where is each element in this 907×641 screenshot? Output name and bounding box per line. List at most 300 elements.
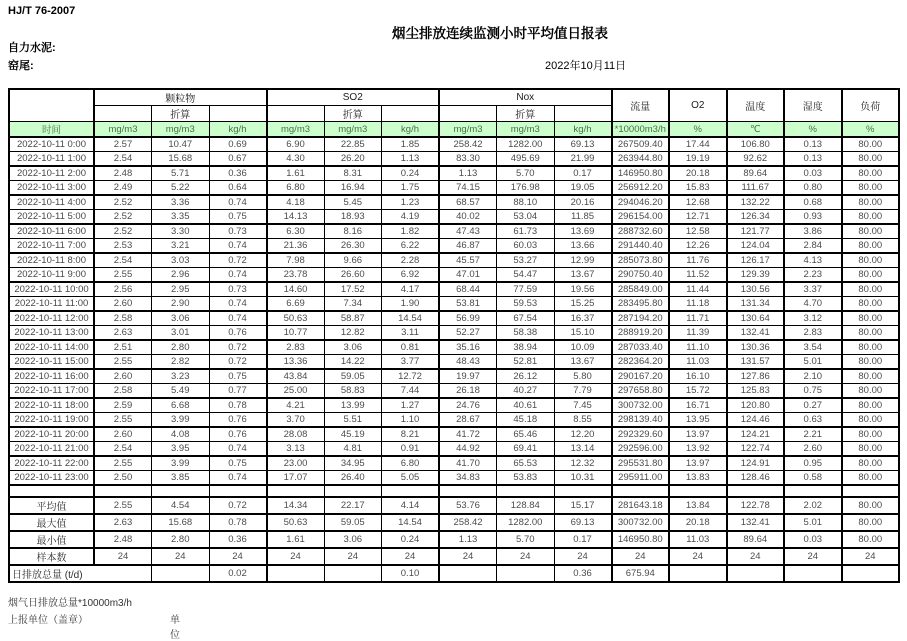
value-cell: 1.27 — [382, 398, 440, 413]
value-cell: 5.05 — [382, 471, 440, 486]
value-cell: 2.60 — [94, 297, 152, 312]
table-row — [9, 152, 899, 167]
value-cell: 19.19 — [669, 152, 727, 167]
value-cell: 11.03 — [669, 355, 727, 370]
summary-value-cell: 675.94 — [612, 565, 670, 582]
value-cell: 300732.00 — [612, 398, 670, 413]
value-cell: 130.56 — [727, 282, 785, 297]
value-cell: 0.27 — [784, 398, 842, 413]
value-cell: 287194.20 — [612, 311, 670, 326]
time-cell: 2022-10-11 11:00 — [9, 297, 94, 312]
blank-cell — [497, 485, 555, 497]
summary-value-cell — [669, 565, 727, 582]
value-cell: 7.34 — [324, 297, 382, 312]
value-cell: 58.38 — [497, 326, 555, 341]
value-cell: 12.99 — [554, 253, 612, 268]
summary-value-cell: 0.10 — [382, 565, 440, 582]
value-cell: 17.07 — [267, 471, 325, 486]
summary-value-cell: 24 — [554, 548, 612, 565]
summary-value-cell: 50.63 — [267, 514, 325, 531]
value-cell: 122.74 — [727, 442, 785, 457]
value-cell: 0.75 — [209, 456, 267, 471]
time-cell: 2022-10-11 9:00 — [9, 268, 94, 283]
value-cell: 80.00 — [842, 398, 900, 413]
value-cell: 1.82 — [382, 224, 440, 239]
summary-value-cell: 24 — [439, 548, 497, 565]
unit-cell: mg/m3 — [439, 122, 497, 138]
value-cell: 40.27 — [497, 384, 555, 399]
value-cell: 2.54 — [94, 152, 152, 167]
value-cell: 4.19 — [382, 210, 440, 225]
value-cell: 130.36 — [727, 340, 785, 355]
value-cell: 28.08 — [267, 427, 325, 442]
value-cell: 6.68 — [152, 398, 210, 413]
value-cell: 11.71 — [669, 311, 727, 326]
value-cell: 7.45 — [554, 398, 612, 413]
time-cell: 2022-10-11 5:00 — [9, 210, 94, 225]
value-cell: 3.23 — [152, 369, 210, 384]
summary-value-cell: 69.13 — [554, 514, 612, 531]
value-cell: 3.13 — [267, 442, 325, 457]
value-cell: 53.81 — [439, 297, 497, 312]
value-cell: 5.70 — [497, 166, 555, 181]
value-cell: 15.68 — [152, 152, 210, 167]
value-cell: 0.75 — [209, 210, 267, 225]
value-cell: 12.20 — [554, 427, 612, 442]
table-row — [9, 355, 899, 370]
unit-cell: kg/h — [382, 122, 440, 138]
summary-value-cell: 3.06 — [324, 531, 382, 548]
value-cell: 13.14 — [554, 442, 612, 457]
value-cell: 7.79 — [554, 384, 612, 399]
summary-value-cell: 300732.00 — [612, 514, 670, 531]
value-cell: 6.22 — [382, 239, 440, 254]
value-cell: 12.71 — [669, 210, 727, 225]
value-cell: 54.47 — [497, 268, 555, 283]
time-cell: 2022-10-11 15:00 — [9, 355, 94, 370]
value-cell: 0.78 — [209, 398, 267, 413]
value-cell: 120.80 — [727, 398, 785, 413]
table-row — [9, 239, 899, 254]
value-cell: 4.08 — [152, 427, 210, 442]
summary-value-cell: 80.00 — [842, 531, 900, 548]
value-cell: 92.62 — [727, 152, 785, 167]
summary-value-cell: 132.41 — [727, 514, 785, 531]
value-cell: 53.04 — [497, 210, 555, 225]
value-cell: 53.83 — [497, 471, 555, 486]
value-cell: 47.43 — [439, 224, 497, 239]
value-cell: 0.76 — [209, 413, 267, 428]
value-cell: 2.48 — [94, 166, 152, 181]
table-row — [9, 268, 899, 283]
value-cell: 2.56 — [94, 282, 152, 297]
summary-value-cell: 0.72 — [209, 497, 267, 514]
unit-cell: kg/h — [209, 122, 267, 138]
value-cell: 5.49 — [152, 384, 210, 399]
blank-cell — [267, 106, 325, 122]
time-cell: 2022-10-11 3:00 — [9, 181, 94, 196]
value-cell: 4.21 — [267, 398, 325, 413]
value-cell: 2.58 — [94, 311, 152, 326]
value-cell: 80.00 — [842, 297, 900, 312]
blank-cell — [554, 106, 612, 122]
value-cell: 80.00 — [842, 326, 900, 341]
time-cell: 2022-10-11 23:00 — [9, 471, 94, 486]
value-cell: 35.16 — [439, 340, 497, 355]
value-cell: 11.52 — [669, 268, 727, 283]
value-cell: 124.04 — [727, 239, 785, 254]
summary-label-cell: 最大值 — [9, 514, 94, 531]
value-cell: 17.44 — [669, 137, 727, 152]
table-row — [9, 195, 899, 210]
blank-cell — [784, 485, 842, 497]
value-cell: 0.36 — [209, 166, 267, 181]
value-cell: 14.54 — [382, 311, 440, 326]
value-cell: 2.49 — [94, 181, 152, 196]
value-cell: 41.70 — [439, 456, 497, 471]
blank-cell — [152, 485, 210, 497]
unit-cell: % — [784, 122, 842, 138]
summary-value-cell: 24 — [267, 548, 325, 565]
value-cell: 13.69 — [554, 224, 612, 239]
summary-value-cell: 0.78 — [209, 514, 267, 531]
value-cell: 124.21 — [727, 427, 785, 442]
value-cell: 7.44 — [382, 384, 440, 399]
value-cell: 80.00 — [842, 384, 900, 399]
table-row — [9, 471, 899, 486]
value-cell: 14.22 — [324, 355, 382, 370]
converted-label: 折算 — [152, 106, 210, 122]
value-cell: 4.81 — [324, 442, 382, 457]
value-cell: 2.52 — [94, 210, 152, 225]
value-cell: 2.58 — [94, 384, 152, 399]
summary-value-cell: 24 — [209, 548, 267, 565]
value-cell: 10.31 — [554, 471, 612, 486]
value-cell: 13.92 — [669, 442, 727, 457]
summary-label-cell: 最小值 — [9, 531, 94, 548]
summary-value-cell — [324, 565, 382, 582]
summary-value-cell: 2.02 — [784, 497, 842, 514]
blank-cell — [612, 485, 670, 497]
value-cell: 295911.00 — [612, 471, 670, 486]
value-cell: 290750.40 — [612, 268, 670, 283]
value-cell: 22.85 — [324, 137, 382, 152]
value-cell: 45.57 — [439, 253, 497, 268]
table-row — [9, 456, 899, 471]
value-cell: 44.92 — [439, 442, 497, 457]
summary-value-cell: 0.36 — [209, 531, 267, 548]
value-cell: 80.00 — [842, 456, 900, 471]
value-cell: 291440.40 — [612, 239, 670, 254]
table-row — [9, 210, 899, 225]
summary-value-cell: 2.80 — [152, 531, 210, 548]
value-cell: 13.97 — [669, 456, 727, 471]
unit-cell: mg/m3 — [152, 122, 210, 138]
value-cell: 6.92 — [382, 268, 440, 283]
value-cell: 59.53 — [497, 297, 555, 312]
value-cell: 495.69 — [497, 152, 555, 167]
value-cell: 2.23 — [784, 268, 842, 283]
blank-cell — [554, 485, 612, 497]
value-cell: 2.80 — [152, 340, 210, 355]
value-cell: 80.00 — [842, 195, 900, 210]
column-load: 负荷 — [842, 89, 900, 122]
value-cell: 4.30 — [267, 152, 325, 167]
value-cell: 111.67 — [727, 181, 785, 196]
value-cell: 47.01 — [439, 268, 497, 283]
value-cell: 0.74 — [209, 311, 267, 326]
value-cell: 52.27 — [439, 326, 497, 341]
value-cell: 146950.80 — [612, 166, 670, 181]
value-cell: 19.05 — [554, 181, 612, 196]
value-cell: 132.41 — [727, 326, 785, 341]
value-cell: 14.13 — [267, 210, 325, 225]
value-cell: 13.97 — [669, 427, 727, 442]
value-cell: 12.32 — [554, 456, 612, 471]
value-cell: 24.76 — [439, 398, 497, 413]
time-column-header: 时间 — [9, 122, 94, 138]
header-group-row — [9, 89, 899, 106]
value-cell: 80.00 — [842, 427, 900, 442]
value-cell: 2.10 — [784, 369, 842, 384]
value-cell: 16.94 — [324, 181, 382, 196]
unit-cell: % — [842, 122, 900, 138]
value-cell: 18.93 — [324, 210, 382, 225]
value-cell: 26.20 — [324, 152, 382, 167]
value-cell: 2.51 — [94, 340, 152, 355]
value-cell: 13.83 — [669, 471, 727, 486]
value-cell: 128.46 — [727, 471, 785, 486]
value-cell: 2.83 — [267, 340, 325, 355]
value-cell: 0.63 — [784, 413, 842, 428]
time-cell: 2022-10-11 0:00 — [9, 137, 94, 152]
value-cell: 23.78 — [267, 268, 325, 283]
value-cell: 0.24 — [382, 166, 440, 181]
value-cell: 0.58 — [784, 471, 842, 486]
value-cell: 2.52 — [94, 224, 152, 239]
summary-value-cell: 0.17 — [554, 531, 612, 548]
summary-value-cell: 122.78 — [727, 497, 785, 514]
value-cell: 256912.20 — [612, 181, 670, 196]
summary-label-cell: 日排放总量 (t/d) — [9, 565, 152, 582]
converted-label: 折算 — [324, 106, 382, 122]
value-cell: 1.85 — [382, 137, 440, 152]
value-cell: 34.83 — [439, 471, 497, 486]
summary-value-cell: 22.17 — [324, 497, 382, 514]
report-date: 2022年10月11日 — [545, 60, 627, 72]
value-cell: 15.72 — [669, 384, 727, 399]
summary-value-cell: 14.54 — [382, 514, 440, 531]
value-cell: 2.53 — [94, 239, 152, 254]
summary-value-cell: 146950.80 — [612, 531, 670, 548]
value-cell: 296154.00 — [612, 210, 670, 225]
time-cell: 2022-10-11 13:00 — [9, 326, 94, 341]
value-cell: 130.64 — [727, 311, 785, 326]
value-cell: 2.63 — [94, 326, 152, 341]
value-cell: 5.22 — [152, 181, 210, 196]
summary-value-cell: 0.36 — [554, 565, 612, 582]
value-cell: 3.37 — [784, 282, 842, 297]
report-footer — [8, 611, 180, 641]
value-cell: 1.10 — [382, 413, 440, 428]
value-cell: 19.97 — [439, 369, 497, 384]
value-cell: 0.73 — [209, 224, 267, 239]
value-cell: 83.30 — [439, 152, 497, 167]
value-cell: 59.05 — [324, 369, 382, 384]
value-cell: 4.70 — [784, 297, 842, 312]
value-cell: 0.80 — [784, 181, 842, 196]
value-cell: 69.41 — [497, 442, 555, 457]
value-cell: 3.35 — [152, 210, 210, 225]
time-cell: 2022-10-11 17:00 — [9, 384, 94, 399]
time-header-spacer — [9, 89, 94, 122]
value-cell: 80.00 — [842, 442, 900, 457]
summary-value-cell: 24 — [152, 548, 210, 565]
value-cell: 41.72 — [439, 427, 497, 442]
value-cell: 58.83 — [324, 384, 382, 399]
value-cell: 3.03 — [152, 253, 210, 268]
value-cell: 65.46 — [497, 427, 555, 442]
site-label: 窑尾: — [8, 60, 34, 72]
value-cell: 26.60 — [324, 268, 382, 283]
column-o2: O2 — [669, 89, 727, 122]
value-cell: 77.59 — [497, 282, 555, 297]
table-row — [9, 297, 899, 312]
value-cell: 10.47 — [152, 137, 210, 152]
value-cell: 80.00 — [842, 152, 900, 167]
value-cell: 13.67 — [554, 355, 612, 370]
value-cell: 0.03 — [784, 166, 842, 181]
value-cell: 8.55 — [554, 413, 612, 428]
summary-row — [9, 497, 899, 514]
summary-value-cell: 281643.18 — [612, 497, 670, 514]
value-cell: 2.55 — [94, 413, 152, 428]
value-cell: 2.60 — [94, 369, 152, 384]
value-cell: 89.64 — [727, 166, 785, 181]
table-row — [9, 326, 899, 341]
value-cell: 80.00 — [842, 311, 900, 326]
value-cell: 2.84 — [784, 239, 842, 254]
value-cell: 2.54 — [94, 253, 152, 268]
value-cell: 0.74 — [209, 297, 267, 312]
value-cell: 298139.40 — [612, 413, 670, 428]
summary-row — [9, 565, 899, 582]
table-row — [9, 181, 899, 196]
blank-cell — [94, 106, 152, 122]
value-cell: 88.10 — [497, 195, 555, 210]
time-cell: 2022-10-11 12:00 — [9, 311, 94, 326]
summary-value-cell — [497, 565, 555, 582]
summary-value-cell: 24 — [842, 548, 900, 565]
unit-cell: mg/m3 — [324, 122, 382, 138]
blank-cell — [439, 485, 497, 497]
value-cell: 34.95 — [324, 456, 382, 471]
blank-cell — [9, 485, 94, 497]
value-cell: 0.77 — [209, 384, 267, 399]
value-cell: 3.95 — [152, 442, 210, 457]
blank-cell — [324, 485, 382, 497]
value-cell: 16.71 — [669, 398, 727, 413]
table-row — [9, 137, 899, 152]
value-cell: 26.30 — [324, 239, 382, 254]
time-cell: 2022-10-11 6:00 — [9, 224, 94, 239]
value-cell: 297658.80 — [612, 384, 670, 399]
value-cell: 2.50 — [94, 471, 152, 486]
value-cell: 13.66 — [554, 239, 612, 254]
value-cell: 20.18 — [669, 166, 727, 181]
value-cell: 125.83 — [727, 384, 785, 399]
value-cell: 5.80 — [554, 369, 612, 384]
table-body — [9, 137, 899, 582]
value-cell: 0.72 — [209, 355, 267, 370]
value-cell: 43.84 — [267, 369, 325, 384]
value-cell: 267509.40 — [612, 137, 670, 152]
value-cell: 15.25 — [554, 297, 612, 312]
summary-value-cell: 4.14 — [382, 497, 440, 514]
summary-value-cell — [784, 565, 842, 582]
summary-value-cell: 258.42 — [439, 514, 497, 531]
value-cell: 176.98 — [497, 181, 555, 196]
summary-value-cell — [267, 565, 325, 582]
unit-cell: kg/h — [554, 122, 612, 138]
value-cell: 11.10 — [669, 340, 727, 355]
value-cell: 20.16 — [554, 195, 612, 210]
report-unit-label: 上报单位（盖章） — [8, 615, 88, 626]
table-row — [9, 282, 899, 297]
unit-cell: ℃ — [727, 122, 785, 138]
value-cell: 2.57 — [94, 137, 152, 152]
summary-value-cell: 14.34 — [267, 497, 325, 514]
value-cell: 0.74 — [209, 239, 267, 254]
value-cell: 121.77 — [727, 224, 785, 239]
value-cell: 80.00 — [842, 181, 900, 196]
value-cell: 50.63 — [267, 311, 325, 326]
value-cell: 132.22 — [727, 195, 785, 210]
table-header — [9, 89, 899, 137]
value-cell: 26.18 — [439, 384, 497, 399]
summary-value-cell: 2.63 — [94, 514, 152, 531]
value-cell: 16.10 — [669, 369, 727, 384]
value-cell: 21.99 — [554, 152, 612, 167]
value-cell: 19.56 — [554, 282, 612, 297]
company-label: 自力水泥: — [8, 42, 56, 54]
standard-code: HJ/T 76-2007 — [8, 5, 76, 17]
value-cell: 3.70 — [267, 413, 325, 428]
table-row — [9, 166, 899, 181]
value-cell: 7.98 — [267, 253, 325, 268]
value-cell: 6.80 — [267, 181, 325, 196]
value-cell: 0.93 — [784, 210, 842, 225]
value-cell: 74.15 — [439, 181, 497, 196]
value-cell: 3.54 — [784, 340, 842, 355]
value-cell: 11.39 — [669, 326, 727, 341]
value-cell: 65.53 — [497, 456, 555, 471]
value-cell: 0.72 — [209, 340, 267, 355]
value-cell: 4.13 — [784, 253, 842, 268]
blank-cell — [669, 485, 727, 497]
summary-value-cell: 24 — [727, 548, 785, 565]
value-cell: 3.85 — [152, 471, 210, 486]
summary-value-cell: 24 — [784, 548, 842, 565]
value-cell: 283495.80 — [612, 297, 670, 312]
value-cell: 0.68 — [784, 195, 842, 210]
time-cell: 2022-10-11 4:00 — [9, 195, 94, 210]
value-cell: 53.27 — [497, 253, 555, 268]
page-title: 烟尘排放连续监测小时平均值日报表 — [392, 26, 608, 41]
value-cell: 0.75 — [784, 384, 842, 399]
summary-value-cell: 4.54 — [152, 497, 210, 514]
value-cell: 288919.20 — [612, 326, 670, 341]
